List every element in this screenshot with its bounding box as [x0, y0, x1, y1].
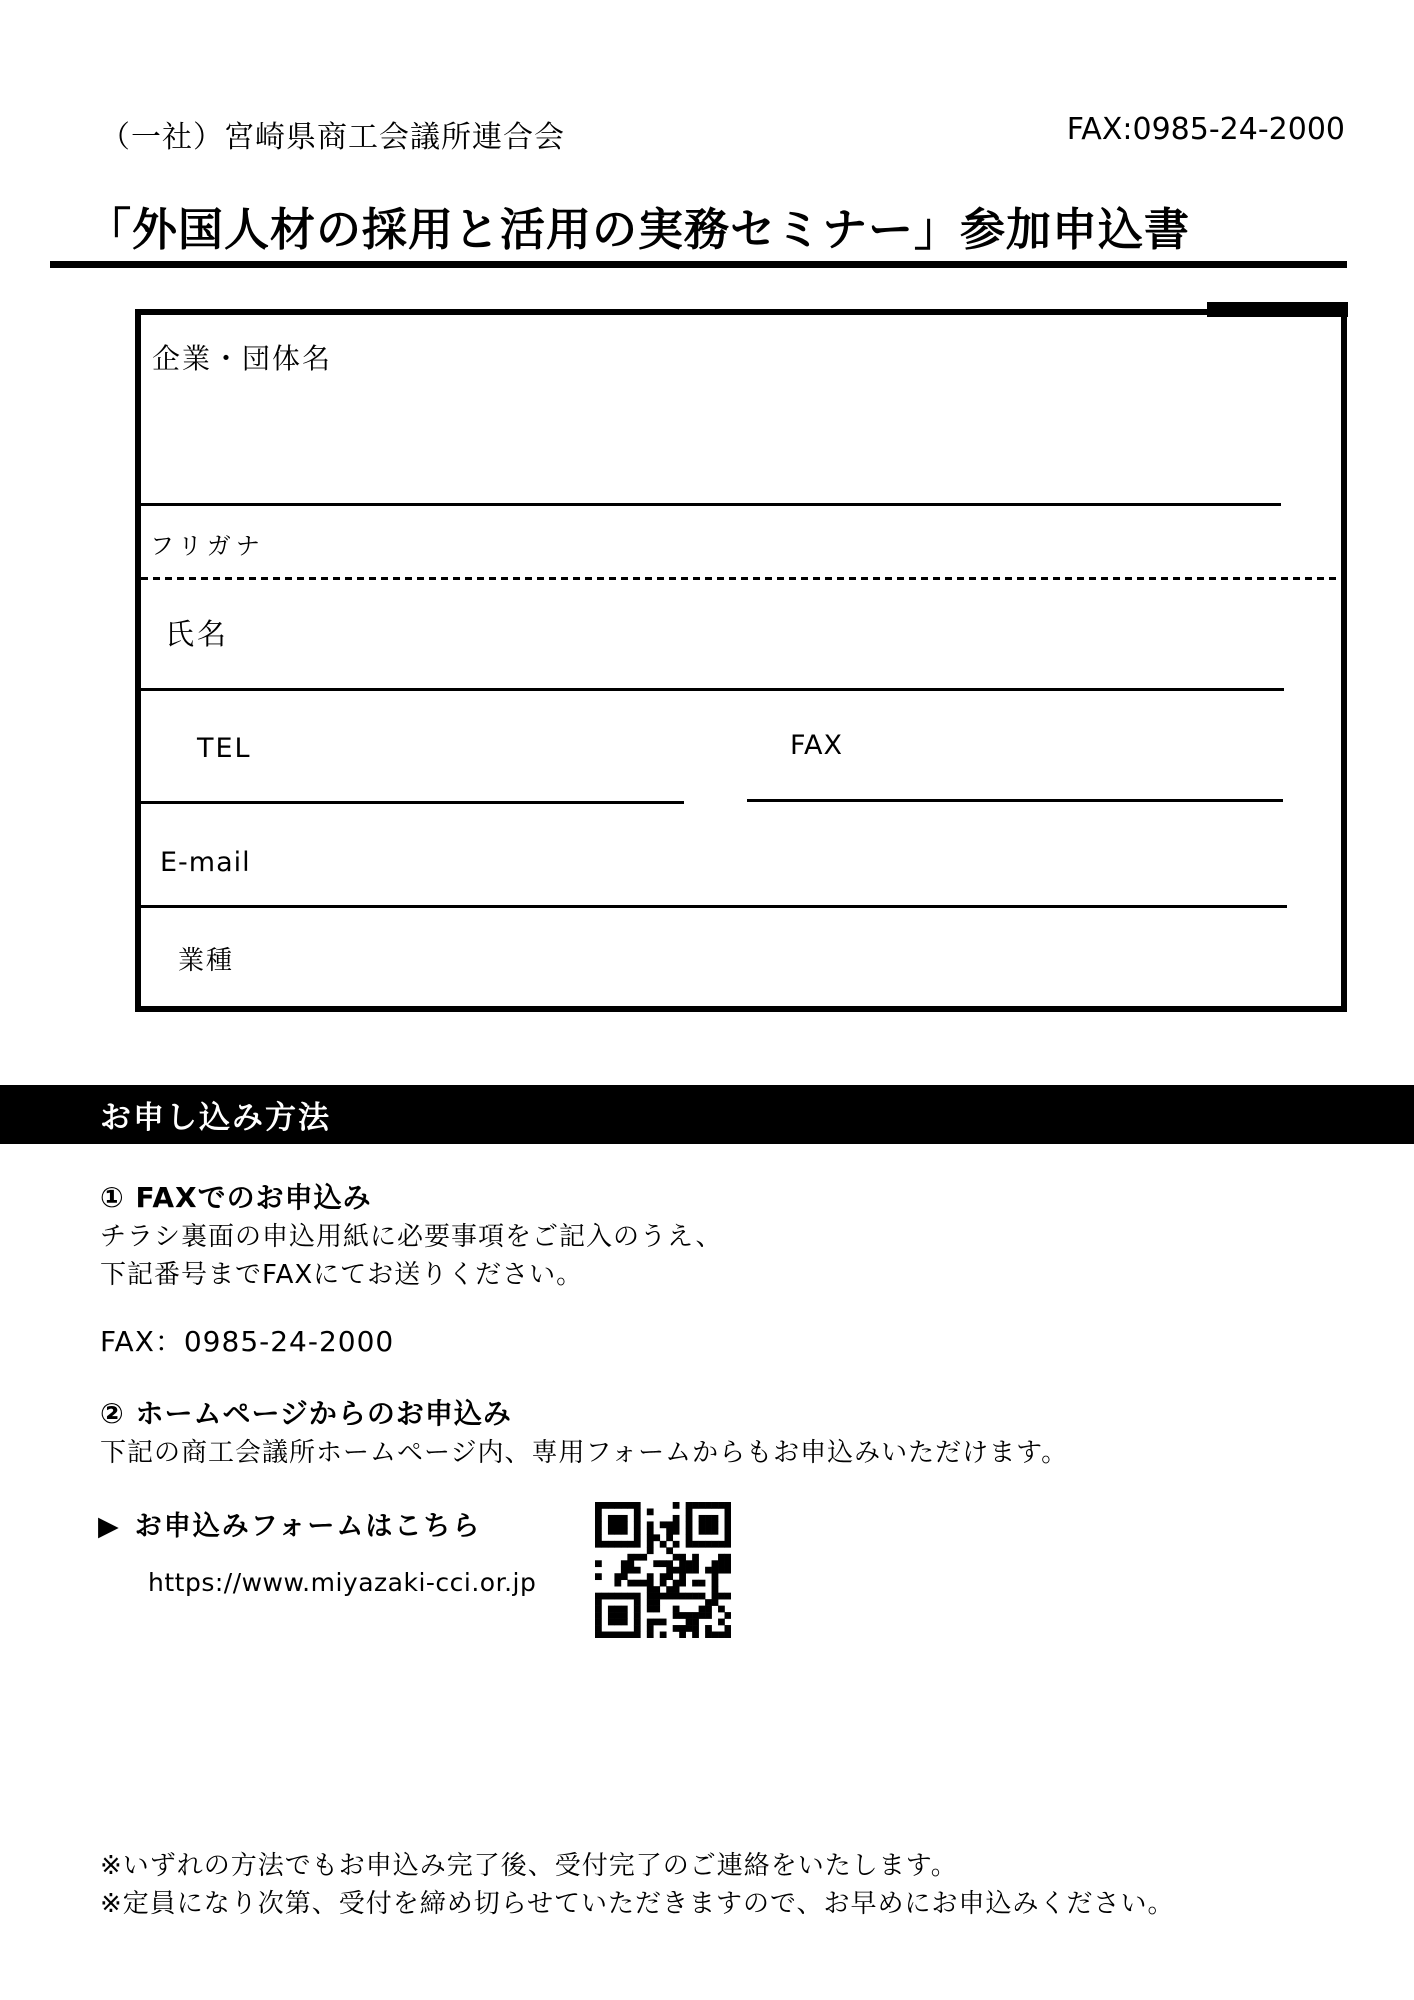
title-underline [50, 261, 1347, 268]
page-title: 「外国人材の採用と活用の実務セミナー」参加申込書 [86, 203, 1191, 256]
organization-name: （一社）宮崎県商工会議所連合会 [100, 120, 565, 155]
arrow-right-icon: ▶ [98, 1511, 121, 1542]
fax-field-line[interactable] [747, 799, 1283, 802]
box-corner-mark [1207, 302, 1348, 317]
fax-method-instruction-2: 下記番号までFAXにてお送りください。 [100, 1260, 584, 1290]
email-field-line[interactable] [141, 905, 1287, 908]
application-form-link-row [98, 1504, 481, 1543]
email-label: E-mail [160, 847, 251, 878]
tel-label: TEL [197, 733, 252, 764]
furigana-field-line[interactable] [141, 577, 1341, 580]
header-fax-number: FAX:0985-24-2000 [1066, 112, 1345, 147]
web-method-instruction: 下記の商工会議所ホームページ内、専用フォームからもお申込みいただけます。 [100, 1438, 1069, 1468]
tel-field-line[interactable] [141, 801, 684, 804]
how-to-apply-banner [0, 1085, 1414, 1144]
fax-method-heading: ① FAXでのお申込み [100, 1181, 372, 1214]
note-confirmation: ※いずれの方法でもお申込み完了後、受付完了のご連絡をいたします。 [100, 1851, 958, 1881]
furigana-label: フリガナ [150, 532, 265, 560]
website-url[interactable]: https://www.miyazaki-cci.or.jp [148, 1568, 537, 1597]
fax-label: FAX [790, 730, 844, 761]
fax-method-instruction-1: チラシ裏面の申込用紙に必要事項をご記入のうえ、 [100, 1222, 723, 1252]
name-field-line[interactable] [141, 688, 1284, 691]
how-to-apply-banner-title: お申し込み方法 [100, 1100, 331, 1136]
application-form-box [135, 309, 1347, 1012]
fax-method-number: FAX：0985-24-2000 [100, 1325, 395, 1358]
web-method-heading: ② ホームページからのお申込み [100, 1397, 512, 1430]
note-capacity: ※定員になり次第、受付を締め切らせていただきますので、お早めにお申込みください。 [100, 1889, 1175, 1919]
company-name-label: 企業・団体名 [152, 342, 333, 375]
qr-code [595, 1502, 731, 1638]
company-field-line[interactable] [141, 503, 1281, 506]
name-label: 氏名 [165, 617, 230, 651]
industry-label: 業種 [178, 946, 235, 976]
application-form-link-label: お申込みフォームはこちら [134, 1511, 482, 1542]
